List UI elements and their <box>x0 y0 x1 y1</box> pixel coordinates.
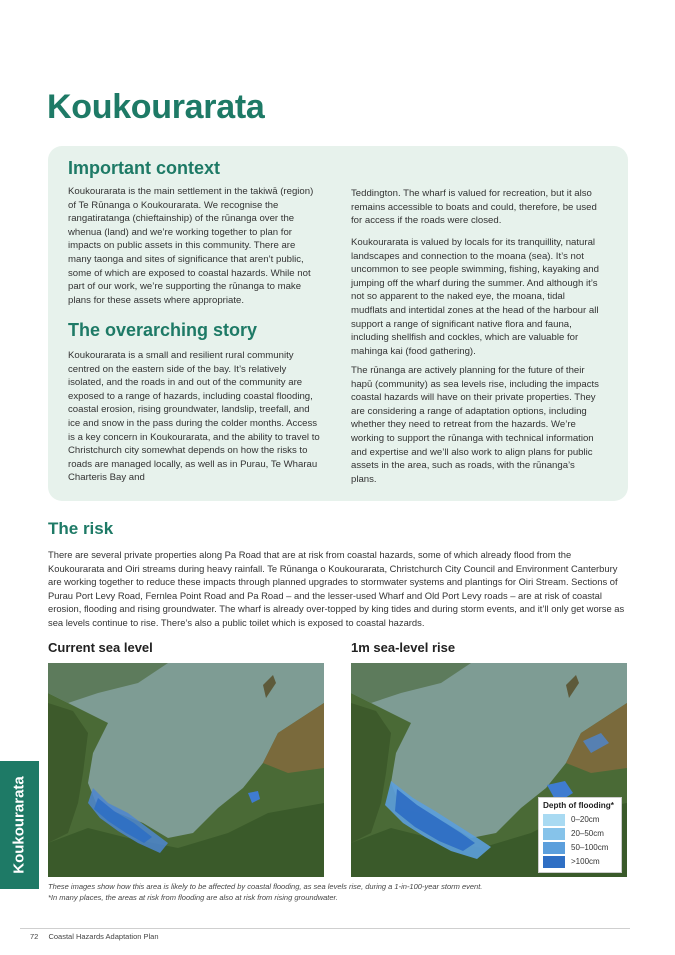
caption-line-1: These images show how this area is likely to be affected by coastal flooding, as sea levels rise, during a 1-in-100-year storm event. <box>48 882 483 891</box>
current-sea-level-map <box>48 663 324 877</box>
flood-depth-legend <box>538 797 622 873</box>
legend-item <box>543 841 608 854</box>
story-paragraph: Koukourarata is a small and resilient rural community centred on the eastern side of the bay. It’s relatively isolated, and the roads in and out of the community are exposed to a range of hazards, including coastal flooding, coastal erosion, rising groundwater, landslip, treefall, and ice and snow in the pass during the colder months. Access is a key concern in Koukourarata, and the ability to travel to Christchurch city somewhat depends on how the risks to roads are managed locally, as well as in Purau, Te Wharau Charteris Bay and <box>68 350 320 484</box>
right-paragraph-1: Teddington. The wharf is valued for recreation, but it also remains accessible to boats and could, therefore, be used for access if the roads were closed. <box>351 188 597 227</box>
legend-swatch <box>543 828 565 840</box>
legend-title: Depth of flooding* <box>543 801 614 810</box>
legend-label: 50–100cm <box>571 843 609 852</box>
story-heading: The overarching story <box>68 320 258 340</box>
legend-swatch <box>543 814 565 826</box>
future-sea-level-title: 1m sea-level rise <box>351 640 456 655</box>
legend-item <box>543 855 600 868</box>
risk-heading: The risk <box>48 519 114 538</box>
page-footer <box>30 932 159 941</box>
side-tab-label: Koukourarata <box>10 776 28 874</box>
context-paragraph: Koukourarata is the main settlement in the takiwā (region) of Te Rūnanga o Koukourarata. We recognise the rangatiratanga (chieftainship) of the rūnanga over the whenua (land) and we’re working together to plan for impacts on public assets in this community. There are many taonga and sites of significance that aren’t public, some of which are exposed to coastal hazards. While not part of our work, we’re supporting the rūnanga to make plans for these assets where appropriate. <box>68 186 314 306</box>
right-paragraph-2: Koukourarata is valued by locals for its tranquillity, natural landscapes and connection to the moana (sea). It’s not uncommon to see people swimming, fishing, kayaking and jumping off the wharf during the summer. And although it’s not so apparent to the naked eye, the moana, tidal mudflats and intertidal zones at the head of the harbour all support a range of significant native flora and fauna, including shellfish and cockles, which are valuable for mahinga kai (food gathering). <box>351 237 599 357</box>
footer-divider <box>20 928 630 929</box>
legend-label: 20–50cm <box>571 829 604 838</box>
legend-item <box>543 813 599 826</box>
document-title: Coastal Hazards Adaptation Plan <box>48 932 159 941</box>
legend-swatch <box>543 842 565 854</box>
legend-label: 0–20cm <box>571 815 600 824</box>
page-title: Koukourarata <box>47 88 265 126</box>
legend-swatch <box>543 856 565 868</box>
aerial-map-current <box>48 663 324 877</box>
current-sea-level-title: Current sea level <box>48 640 153 655</box>
risk-paragraph: There are several private properties along Pa Road that are at risk from coastal hazards, some of which already flood from the Koukourarata and Oiri streams during heavy rainfall. Te Rūnanga o Koukourarata, Christchurch City Council and Environment Canterbury are working together to reduce these impacts through planned upgrades to stormwater systems and plantings for Oiri Stream. Sections of Purau Port Levy Road, Fernlea Point Road and Pa Road – and the lesser-used Wharf and Old Port Levy roads – are at risk of coastal erosion, flooding and rising groundwater. The wharf is already over-topped by king tides and during storm events, and it’ll only get worse as sea levels continue to rise. There’s also a public toilet which is exposed to coastal hazards. <box>48 549 625 628</box>
right-paragraph-3: The rūnanga are actively planning for the future of their hapū (community) as sea levels rise, including the impacts coastal hazards will have on their private properties. They are considering a range of adaptation options, including whether they need to retreat from the hazards. We’re working to support the rūnanga with technical information and expertise and we’ll also work to align plans for public assets in the area, such as roads, with the rūnanga’s plans. <box>351 365 599 485</box>
context-heading: Important context <box>68 158 221 178</box>
map-caption <box>48 881 638 903</box>
caption-line-2: *In many places, the areas at risk from flooding are also at risk from rising groundwater. <box>48 893 338 902</box>
legend-label: >100cm <box>571 857 600 866</box>
page-number: 72 <box>30 932 39 941</box>
legend-item <box>543 827 604 840</box>
